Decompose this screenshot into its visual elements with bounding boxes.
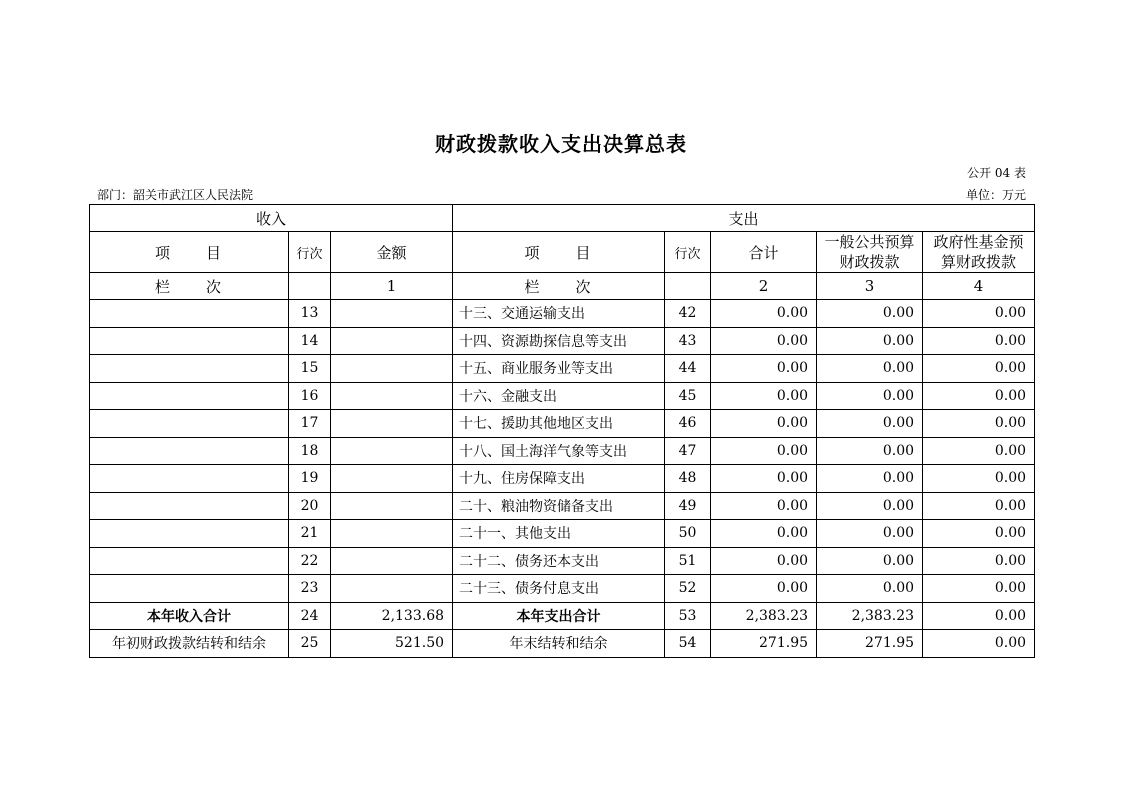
expense-general-budget: 0.00 — [817, 492, 923, 520]
expense-row-no: 53 — [665, 602, 711, 630]
expense-gov-fund: 0.00 — [923, 492, 1035, 520]
expense-gov-fund: 0.00 — [923, 465, 1035, 493]
expense-column-no-label: 栏 次 — [453, 273, 665, 300]
table-row — [90, 520, 1035, 548]
expense-row-no: 50 — [665, 520, 711, 548]
general-budget-header: 一般公共预算财政拨款 — [817, 232, 923, 273]
expense-gov-fund: 0.00 — [923, 547, 1035, 575]
expense-general-budget: 0.00 — [817, 520, 923, 548]
expense-item: 十九、住房保障支出 — [453, 465, 665, 493]
table-row — [90, 547, 1035, 575]
expense-item: 十三、交通运输支出 — [453, 300, 665, 328]
totals-row — [90, 602, 1035, 630]
income-amount: 2,133.68 — [331, 602, 453, 630]
expense-total: 0.00 — [711, 300, 817, 328]
income-item — [90, 575, 289, 603]
expense-total: 0.00 — [711, 437, 817, 465]
expense-row-no: 48 — [665, 465, 711, 493]
income-row-no: 21 — [289, 520, 331, 548]
expense-gov-fund: 0.00 — [923, 437, 1035, 465]
expense-row-no: 45 — [665, 382, 711, 410]
table-row — [90, 465, 1035, 493]
income-row-no: 13 — [289, 300, 331, 328]
expense-item: 年末结转和结余 — [453, 630, 665, 658]
income-header: 收入 — [90, 205, 453, 232]
expense-general-budget: 0.00 — [817, 575, 923, 603]
income-amount — [331, 382, 453, 410]
expense-gov-fund: 0.00 — [923, 410, 1035, 438]
expense-total: 271.95 — [711, 630, 817, 658]
expense-row-no: 51 — [665, 547, 711, 575]
expense-item: 十六、金融支出 — [453, 382, 665, 410]
expense-total: 0.00 — [711, 492, 817, 520]
expense-general-budget: 0.00 — [817, 437, 923, 465]
expense-row-no: 54 — [665, 630, 711, 658]
income-amount — [331, 547, 453, 575]
expense-total: 0.00 — [711, 520, 817, 548]
income-row-no: 17 — [289, 410, 331, 438]
expense-item: 二十一、其他支出 — [453, 520, 665, 548]
expense-item: 十八、国土海洋气象等支出 — [453, 437, 665, 465]
income-row-no: 18 — [289, 437, 331, 465]
expense-general-budget: 2,383.23 — [817, 602, 923, 630]
income-amount — [331, 492, 453, 520]
expense-item: 本年支出合计 — [453, 602, 665, 630]
income-item — [90, 410, 289, 438]
expense-item: 二十二、债务还本支出 — [453, 547, 665, 575]
expense-gov-fund: 0.00 — [923, 327, 1035, 355]
income-item — [90, 355, 289, 383]
column-number-1: 1 — [331, 273, 453, 300]
carryover-row — [90, 630, 1035, 658]
income-row-no: 24 — [289, 602, 331, 630]
expense-gov-fund: 0.00 — [923, 602, 1035, 630]
column-number-2: 2 — [711, 273, 817, 300]
expense-row-no: 52 — [665, 575, 711, 603]
income-row-no: 19 — [289, 465, 331, 493]
income-row-no: 14 — [289, 327, 331, 355]
expense-row-no: 47 — [665, 437, 711, 465]
income-rowno-header: 行次 — [289, 232, 331, 273]
expense-total: 0.00 — [711, 465, 817, 493]
expense-general-budget: 0.00 — [817, 327, 923, 355]
expense-gov-fund: 0.00 — [923, 520, 1035, 548]
expense-general-budget: 0.00 — [817, 382, 923, 410]
table-row — [90, 575, 1035, 603]
income-row-no: 25 — [289, 630, 331, 658]
income-item — [90, 327, 289, 355]
income-item — [90, 520, 289, 548]
income-column-no-label: 栏 次 — [90, 273, 289, 300]
table-row — [90, 327, 1035, 355]
income-row-no: 16 — [289, 382, 331, 410]
expense-row-no: 44 — [665, 355, 711, 383]
column-number-4: 4 — [923, 273, 1035, 300]
income-row-no: 15 — [289, 355, 331, 383]
expense-header: 支出 — [453, 205, 1035, 232]
expense-general-budget: 0.00 — [817, 465, 923, 493]
income-amount — [331, 575, 453, 603]
expense-gov-fund: 0.00 — [923, 630, 1035, 658]
expense-total: 0.00 — [711, 327, 817, 355]
expense-general-budget: 0.00 — [817, 410, 923, 438]
expense-item: 二十三、债务付息支出 — [453, 575, 665, 603]
expense-row-no: 49 — [665, 492, 711, 520]
table-row — [90, 382, 1035, 410]
header-row-sections — [90, 205, 1035, 232]
income-item: 年初财政拨款结转和结余 — [90, 630, 289, 658]
table-row — [90, 410, 1035, 438]
page-title: 财政拨款收入支出决算总表 — [435, 132, 687, 156]
expense-total: 0.00 — [711, 382, 817, 410]
expense-rowno-header: 行次 — [665, 232, 711, 273]
header-row-columns — [90, 232, 1035, 273]
expense-item: 十七、援助其他地区支出 — [453, 410, 665, 438]
gov-fund-header: 政府性基金预算财政拨款 — [923, 232, 1035, 273]
table-row — [90, 437, 1035, 465]
budget-table — [89, 204, 1035, 658]
expense-item-header: 项 目 — [453, 232, 665, 273]
expense-total: 2,383.23 — [711, 602, 817, 630]
table-row — [90, 300, 1035, 328]
expense-item: 二十、粮油物资储备支出 — [453, 492, 665, 520]
income-row-no: 20 — [289, 492, 331, 520]
income-item — [90, 300, 289, 328]
income-row-no: 23 — [289, 575, 331, 603]
expense-total: 0.00 — [711, 355, 817, 383]
header-row-column-numbers — [90, 273, 1035, 300]
table-row — [90, 355, 1035, 383]
empty-cell — [289, 273, 331, 300]
total-header: 合计 — [711, 232, 817, 273]
expense-item: 十五、商业服务业等支出 — [453, 355, 665, 383]
income-item-header: 项 目 — [90, 232, 289, 273]
income-item — [90, 547, 289, 575]
empty-cell — [665, 273, 711, 300]
expense-general-budget: 271.95 — [817, 630, 923, 658]
expense-general-budget: 0.00 — [817, 300, 923, 328]
income-amount — [331, 520, 453, 548]
income-item — [90, 437, 289, 465]
expense-row-no: 43 — [665, 327, 711, 355]
income-item — [90, 492, 289, 520]
income-item — [90, 465, 289, 493]
income-amount — [331, 410, 453, 438]
income-amount-header: 金额 — [331, 232, 453, 273]
income-amount — [331, 327, 453, 355]
expense-row-no: 46 — [665, 410, 711, 438]
expense-gov-fund: 0.00 — [923, 300, 1035, 328]
income-amount — [331, 300, 453, 328]
expense-gov-fund: 0.00 — [923, 355, 1035, 383]
unit-label: 单位：万元 — [965, 188, 1026, 202]
income-row-no: 22 — [289, 547, 331, 575]
column-number-3: 3 — [817, 273, 923, 300]
expense-row-no: 42 — [665, 300, 711, 328]
form-number: 公开 04 表 — [967, 166, 1026, 180]
expense-total: 0.00 — [711, 575, 817, 603]
expense-total: 0.00 — [711, 410, 817, 438]
expense-general-budget: 0.00 — [817, 355, 923, 383]
expense-total: 0.00 — [711, 547, 817, 575]
income-amount: 521.50 — [331, 630, 453, 658]
income-item: 本年收入合计 — [90, 602, 289, 630]
expense-gov-fund: 0.00 — [923, 575, 1035, 603]
expense-item: 十四、资源勘探信息等支出 — [453, 327, 665, 355]
department-label: 部门：韶关市武江区人民法院 — [97, 188, 254, 202]
income-amount — [331, 355, 453, 383]
income-amount — [331, 465, 453, 493]
table-row — [90, 492, 1035, 520]
expense-general-budget: 0.00 — [817, 547, 923, 575]
income-item — [90, 382, 289, 410]
income-amount — [331, 437, 453, 465]
expense-gov-fund: 0.00 — [923, 382, 1035, 410]
